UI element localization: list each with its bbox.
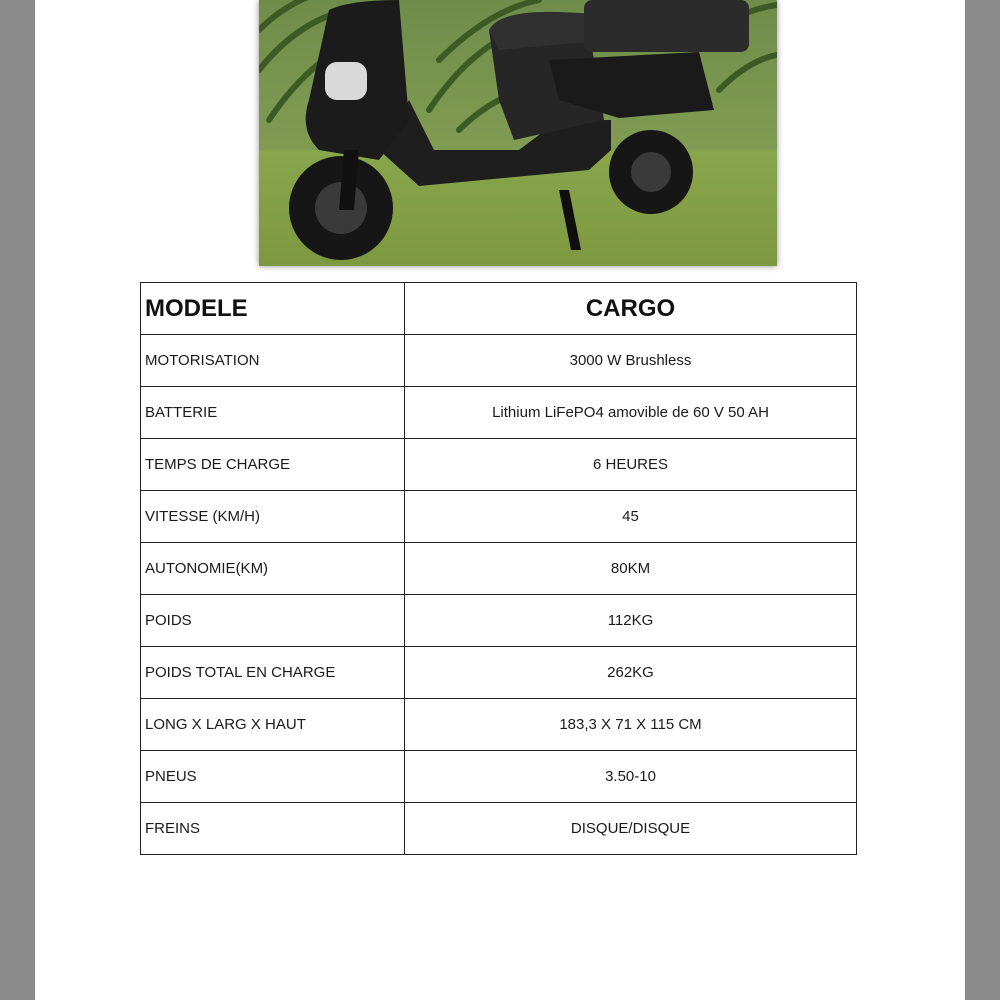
row-label: LONG X LARG X HAUT (141, 699, 405, 751)
table-row (141, 595, 857, 647)
table-row (141, 439, 857, 491)
row-value: 183,3 X 71 X 115 CM (405, 699, 857, 751)
model-value: CARGO (405, 283, 857, 335)
row-label: AUTONOMIE(KM) (141, 543, 405, 595)
row-value: 112KG (405, 595, 857, 647)
row-value: 6 HEURES (405, 439, 857, 491)
row-value: Lithium LiFePO4 amovible de 60 V 50 AH (405, 387, 857, 439)
row-label: FREINS (141, 803, 405, 855)
row-value: 3000 W Brushless (405, 335, 857, 387)
table-row (141, 647, 857, 699)
row-value: 3.50-10 (405, 751, 857, 803)
table-row (141, 543, 857, 595)
table-row (141, 803, 857, 855)
row-label: POIDS TOTAL EN CHARGE (141, 647, 405, 699)
table-row (141, 335, 857, 387)
document-page (35, 0, 965, 1000)
scooter-photo (259, 0, 777, 266)
headlight (325, 62, 367, 100)
row-label: BATTERIE (141, 387, 405, 439)
row-label: VITESSE (KM/H) (141, 491, 405, 543)
table-row (141, 387, 857, 439)
row-label: PNEUS (141, 751, 405, 803)
table-row (141, 751, 857, 803)
specification-table (140, 282, 857, 855)
scooter-illustration (259, 0, 777, 266)
row-value: 45 (405, 491, 857, 543)
row-value: 80KM (405, 543, 857, 595)
table-row (141, 491, 857, 543)
table-row (141, 699, 857, 751)
row-value: 262KG (405, 647, 857, 699)
row-value: DISQUE/DISQUE (405, 803, 857, 855)
model-label: MODELE (141, 283, 405, 335)
row-label: TEMPS DE CHARGE (141, 439, 405, 491)
top-case (584, 0, 749, 52)
row-label: MOTORISATION (141, 335, 405, 387)
table-header-row (141, 283, 857, 335)
row-label: POIDS (141, 595, 405, 647)
